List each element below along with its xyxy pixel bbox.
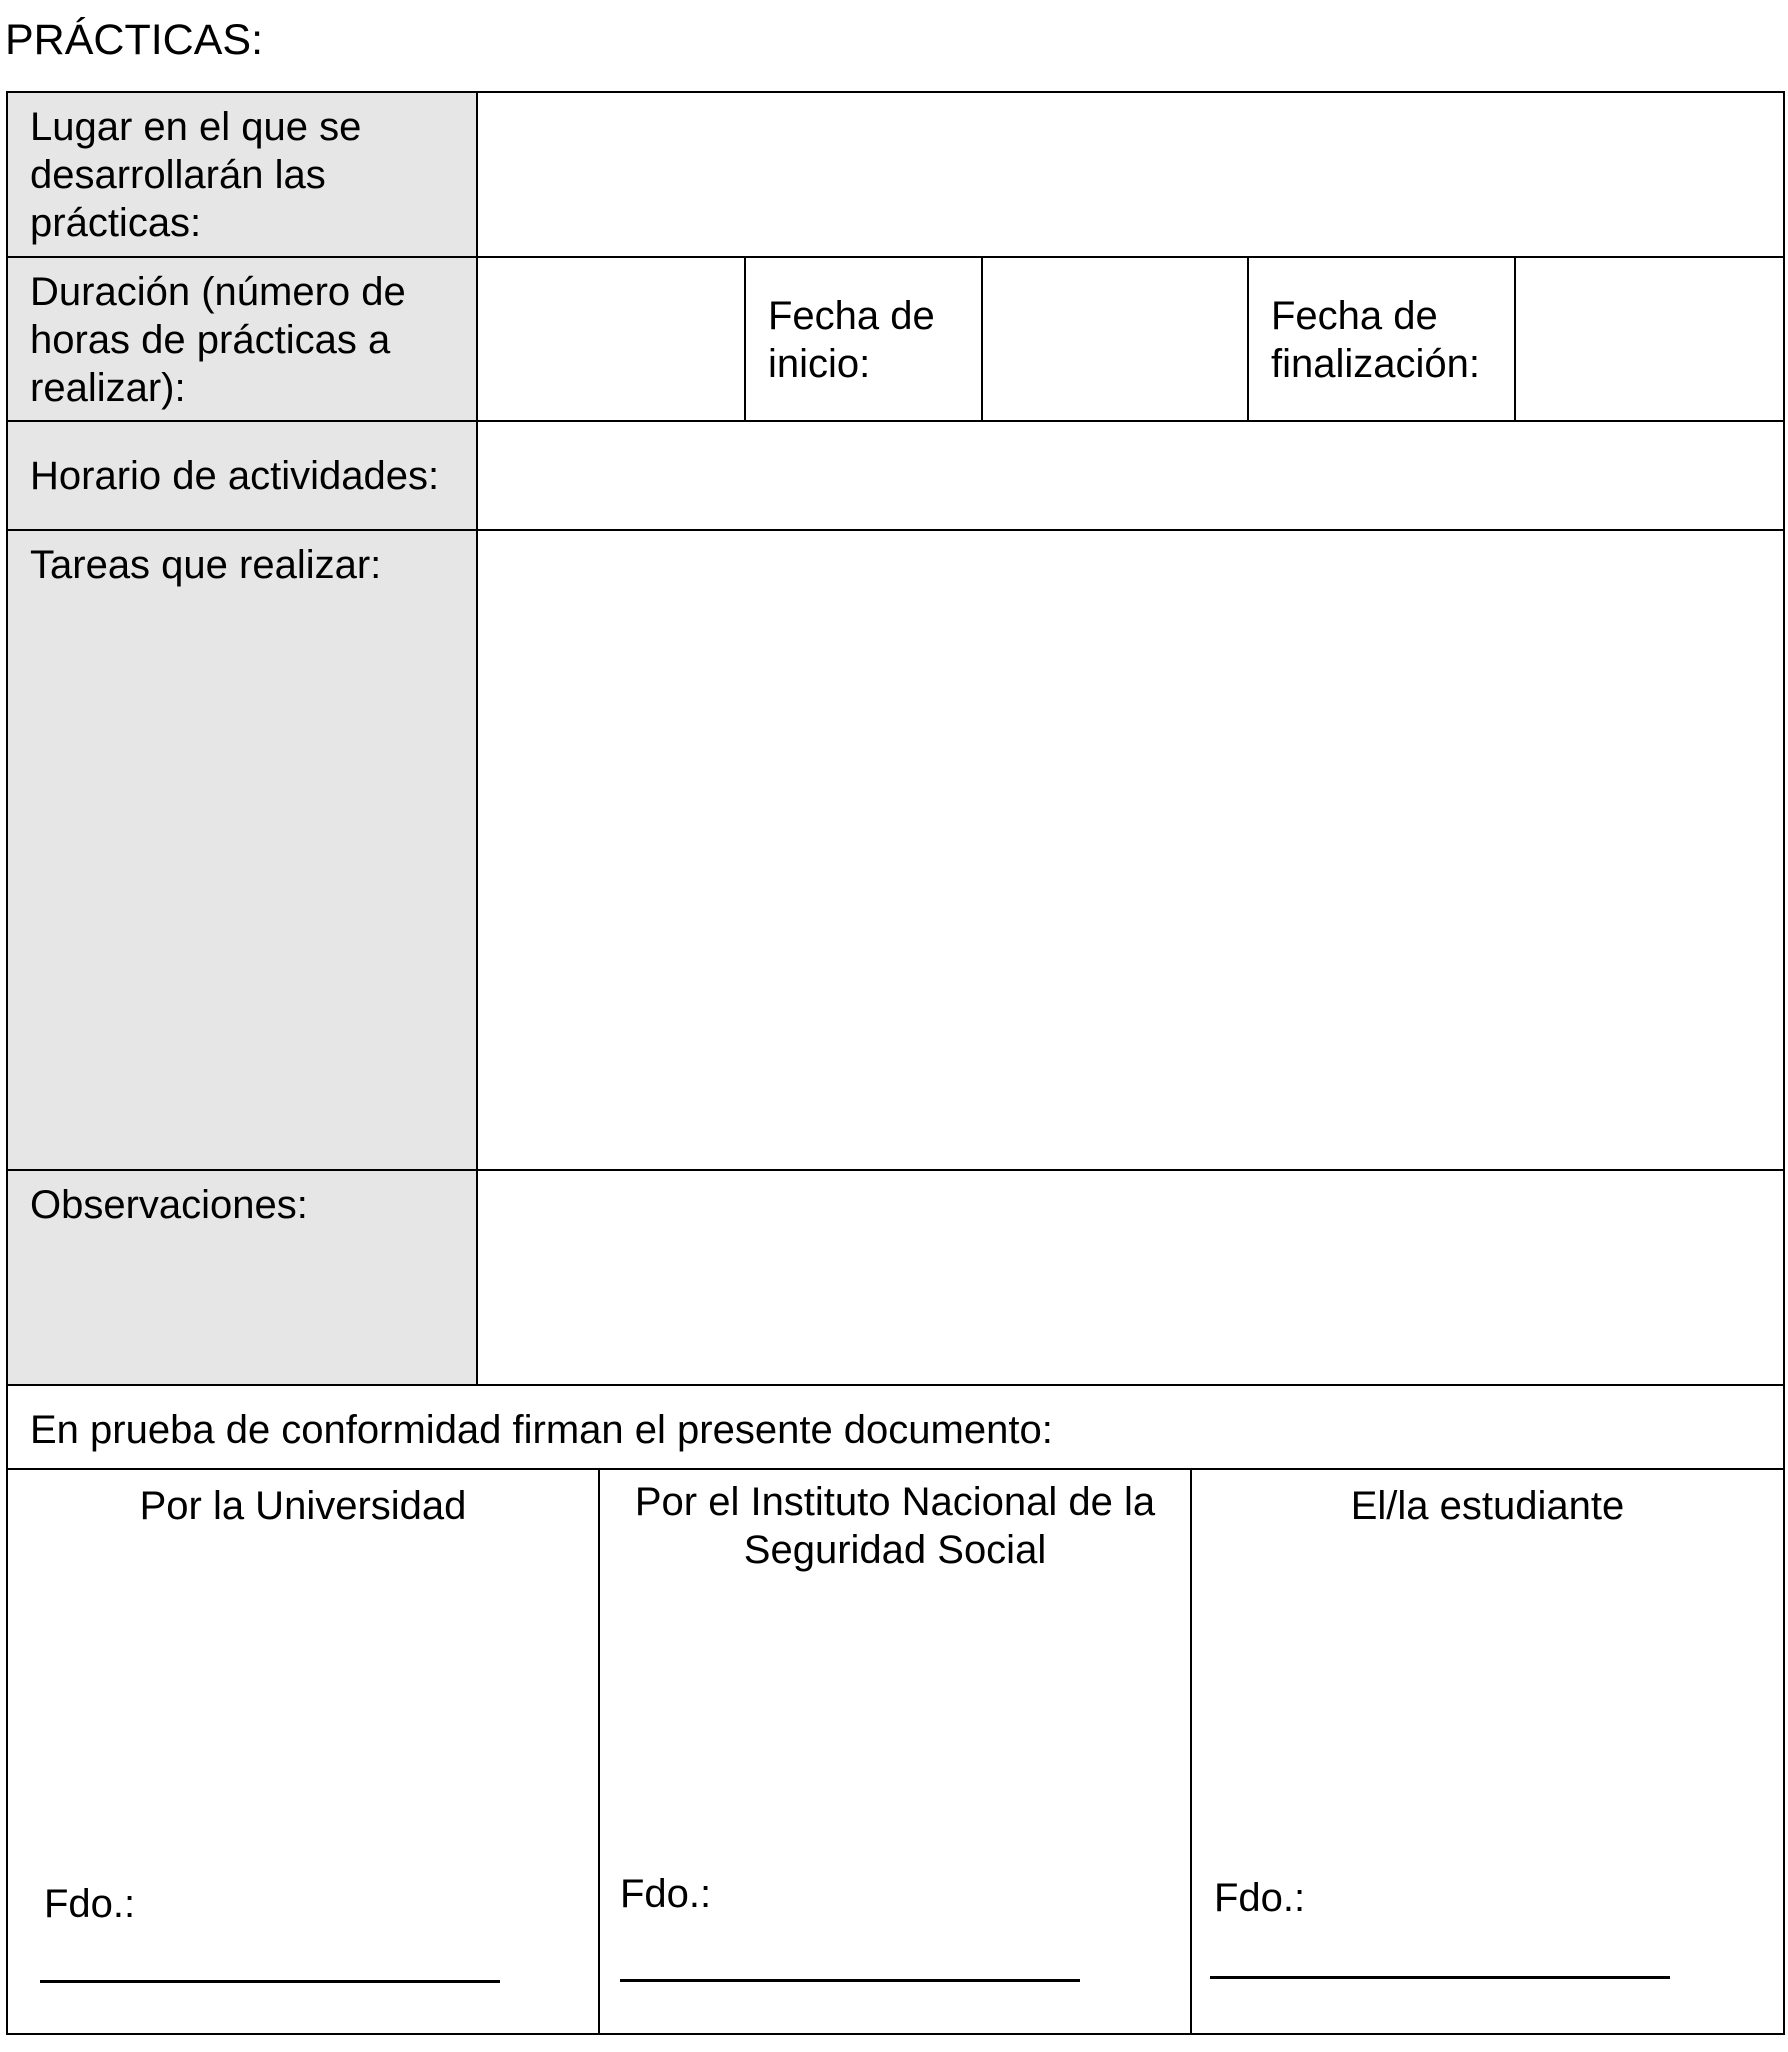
firma-inss-line — [620, 1979, 1080, 1982]
firma-universidad-title: Por la Universidad — [139, 1484, 467, 1528]
firma-estudiante-line — [1210, 1976, 1670, 1979]
row-duracion — [8, 258, 1783, 422]
duracion-label: Duración (número de horas de prácticas a realizar): — [8, 258, 478, 420]
horario-label: Horario de actividades: — [8, 422, 478, 529]
observaciones-field[interactable] — [478, 1171, 1783, 1384]
duracion-group — [478, 258, 1783, 420]
fecha-fin-label: Fecha de finalización: — [1249, 258, 1516, 420]
firma-estudiante-fdo: Fdo.: — [1214, 1876, 1306, 1920]
page-title: PRÁCTICAS: — [5, 16, 264, 64]
duracion-field[interactable] — [478, 258, 746, 420]
firma-estudiante-title: El/la estudiante — [1350, 1484, 1625, 1528]
row-firmas — [8, 1470, 1783, 2033]
conformidad-text: En prueba de conformidad firman el presente documento: — [30, 1408, 1053, 1452]
row-conformidad — [8, 1386, 1783, 1470]
row-lugar — [8, 93, 1783, 258]
lugar-label: Lugar en el que se desarrollarán las prácticas: — [8, 93, 478, 256]
fecha-fin-field[interactable] — [1516, 258, 1783, 420]
observaciones-label: Observaciones: — [8, 1171, 478, 1384]
tareas-field[interactable] — [478, 531, 1783, 1169]
firma-universidad[interactable] — [8, 1470, 600, 2033]
tareas-label: Tareas que realizar: — [8, 531, 478, 1169]
practicas-form — [6, 91, 1785, 2035]
row-tareas — [8, 531, 1783, 1171]
firma-universidad-fdo: Fdo.: — [44, 1882, 136, 1926]
firma-estudiante[interactable] — [1192, 1470, 1783, 2033]
firma-inss[interactable] — [600, 1470, 1192, 2033]
lugar-field[interactable] — [478, 93, 1783, 256]
row-observaciones — [8, 1171, 1783, 1386]
row-horario — [8, 422, 1783, 531]
horario-field[interactable] — [478, 422, 1783, 529]
firma-inss-title: Por el Instituto Nacional de la Seguridad Social — [634, 1480, 1156, 1572]
fecha-inicio-field[interactable] — [983, 258, 1249, 420]
firma-inss-fdo: Fdo.: — [620, 1872, 712, 1916]
fecha-inicio-label: Fecha de inicio: — [746, 258, 983, 420]
firma-universidad-line — [40, 1980, 500, 1983]
